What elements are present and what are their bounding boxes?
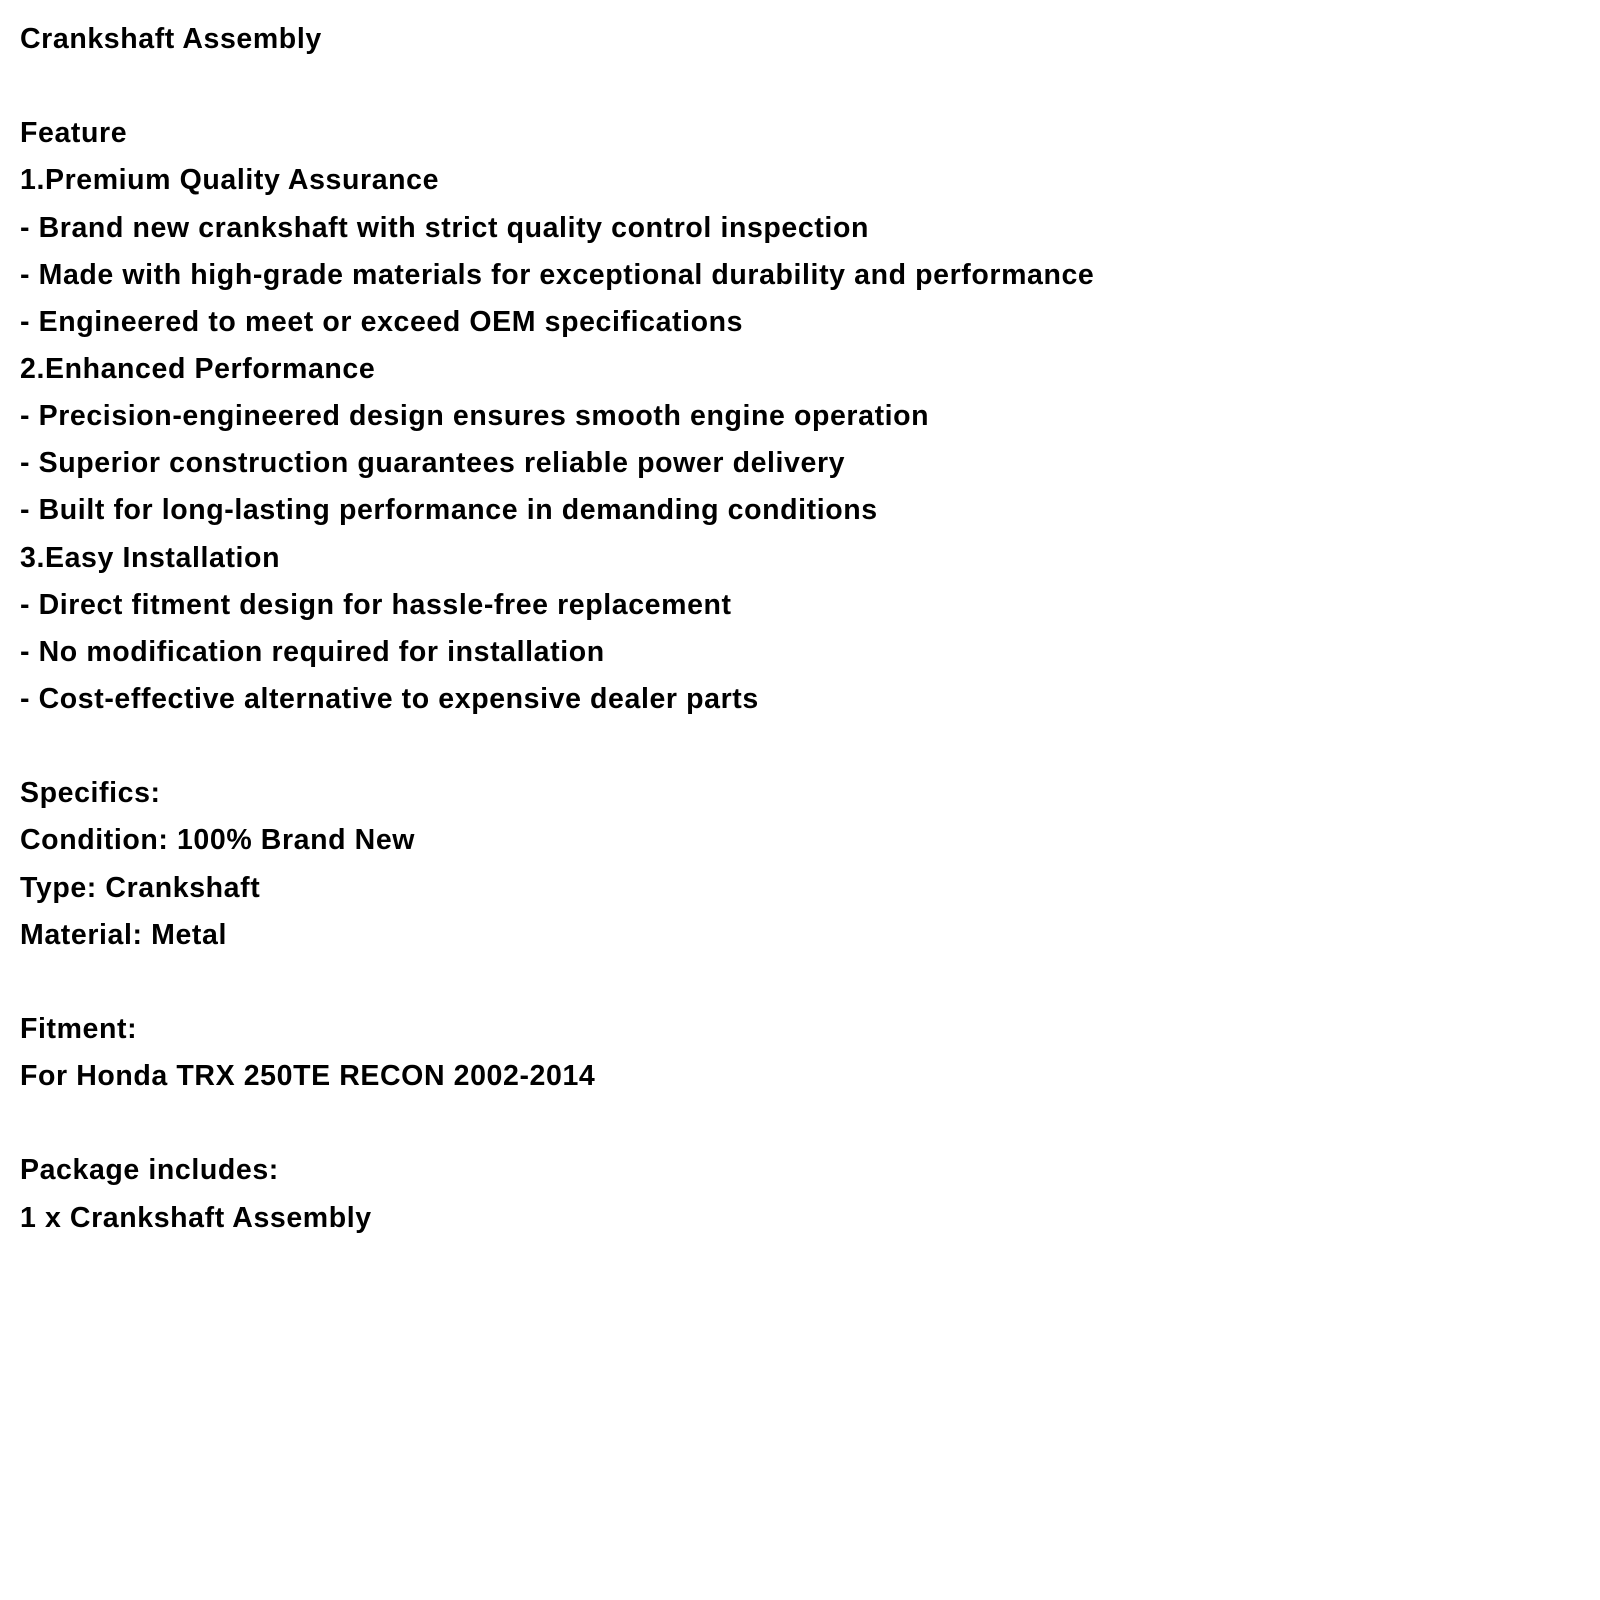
fitment-text: For Honda TRX 250TE RECON 2002-2014 <box>20 1060 596 1093</box>
feature-section-title: 2.Enhanced Performance <box>20 352 376 385</box>
feature-item: - Direct fitment design for hassle-free replacement <box>20 588 732 621</box>
feature-item: - Precision-engineered design ensures smooth engine operation <box>20 400 930 433</box>
feature-item: - Brand new crankshaft with strict quality control inspection <box>20 211 869 244</box>
package-heading: Package includes: <box>20 1154 279 1187</box>
feature-section-title: 3.Easy Installation <box>20 541 281 574</box>
feature-item: - Engineered to meet or exceed OEM specifications <box>20 305 744 338</box>
package-text: 1 x Crankshaft Assembly <box>20 1201 372 1234</box>
product-description <box>20 16 1580 1242</box>
spacer <box>20 723 1580 770</box>
feature-item: - Superior construction guarantees reliable power delivery <box>20 447 846 480</box>
spec-condition: Condition: 100% Brand New <box>20 824 416 857</box>
spacer <box>20 1100 1580 1147</box>
feature-item: - Made with high-grade materials for exceptional durability and performance <box>20 258 1095 291</box>
spec-material: Material: Metal <box>20 918 227 951</box>
feature-item: - No modification required for installation <box>20 635 605 668</box>
feature-heading: Feature <box>20 117 128 150</box>
feature-section-title: 1.Premium Quality Assurance <box>20 164 440 197</box>
spec-type: Type: Crankshaft <box>20 871 261 904</box>
spacer <box>20 63 1580 110</box>
specifics-heading: Specifics: <box>20 777 161 810</box>
feature-item: - Built for long-lasting performance in demanding conditions <box>20 494 878 527</box>
feature-item: - Cost-effective alternative to expensive dealer parts <box>20 682 759 715</box>
spacer <box>20 959 1580 1006</box>
fitment-heading: Fitment: <box>20 1012 138 1045</box>
document-title: Crankshaft Assembly <box>20 23 322 55</box>
